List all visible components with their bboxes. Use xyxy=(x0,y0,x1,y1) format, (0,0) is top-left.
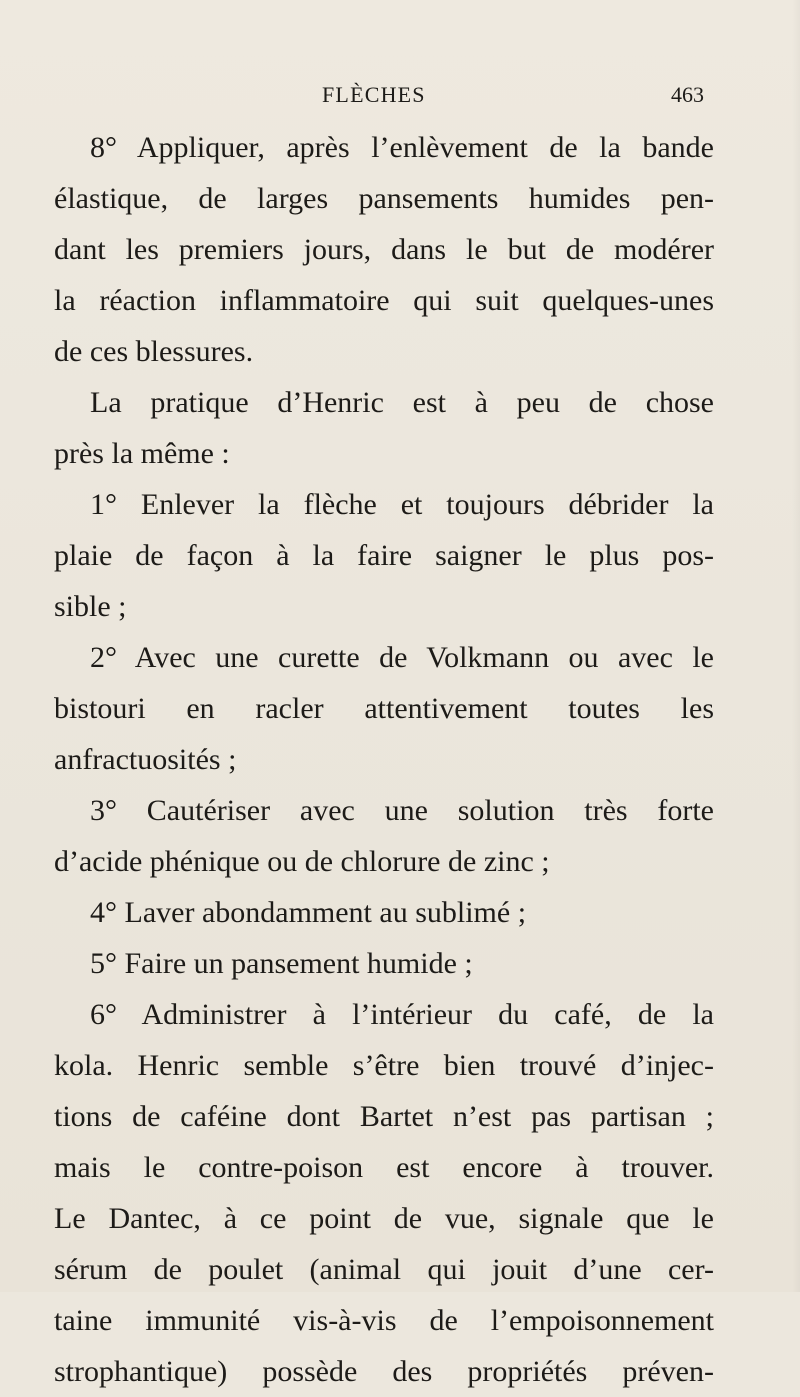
text-line: 2° Avec une curette de Volkmann ou avec le xyxy=(90,641,714,674)
body-text xyxy=(54,122,714,1397)
text-line: tions de caféine dont Bartet n’est pas partisan ; xyxy=(54,1100,714,1133)
page-number: 463 xyxy=(671,82,704,107)
page-header xyxy=(0,82,800,112)
page-edge-shadow xyxy=(792,0,800,1292)
text-line: 6° Administrer à l’intérieur du café, de la xyxy=(90,998,714,1031)
text-line: 3° Cautériser avec une solution très forte xyxy=(90,794,714,827)
text-line: de ces blessures. xyxy=(54,335,254,368)
text-line: d’acide phénique ou de chlorure de zinc ; xyxy=(54,845,550,878)
text-line: sible ; xyxy=(54,590,127,623)
text-line: près la même : xyxy=(54,437,230,470)
text-line: bistouri en racler attentivement toutes les xyxy=(54,692,714,725)
text-line: la réaction inflammatoire qui suit quelques-unes xyxy=(54,284,714,317)
text-line: kola. Henric semble s’être bien trouvé d’injec- xyxy=(54,1049,714,1082)
text-line: strophantique) possède des propriétés préven- xyxy=(54,1355,714,1388)
text-line: sérum de poulet (animal qui jouit d’une cer- xyxy=(54,1253,714,1286)
text-line: La pratique d’Henric est à peu de chose xyxy=(90,386,714,419)
text-line: 8° Appliquer, après l’enlèvement de la bande xyxy=(90,131,714,164)
text-line: 5° Faire un pansement humide ; xyxy=(90,947,473,980)
text-line: anfractuosités ; xyxy=(54,743,237,776)
text-line: plaie de façon à la faire saigner le plus pos- xyxy=(54,539,714,572)
text-line: élastique, de larges pansements humides pen- xyxy=(54,182,714,215)
text-line: 1° Enlever la flèche et toujours débrider la xyxy=(90,488,714,521)
text-line: Le Dantec, à ce point de vue, signale que le xyxy=(54,1202,714,1235)
text-line: dant les premiers jours, dans le but de modérer xyxy=(54,233,714,266)
running-head: FLÈCHES xyxy=(322,82,426,107)
text-line: mais le contre-poison est encore à trouver. xyxy=(54,1151,714,1184)
text-line: 4° Laver abondamment au sublimé ; xyxy=(90,896,527,929)
text-line: taine immunité vis-à-vis de l’empoisonnement xyxy=(54,1304,714,1337)
